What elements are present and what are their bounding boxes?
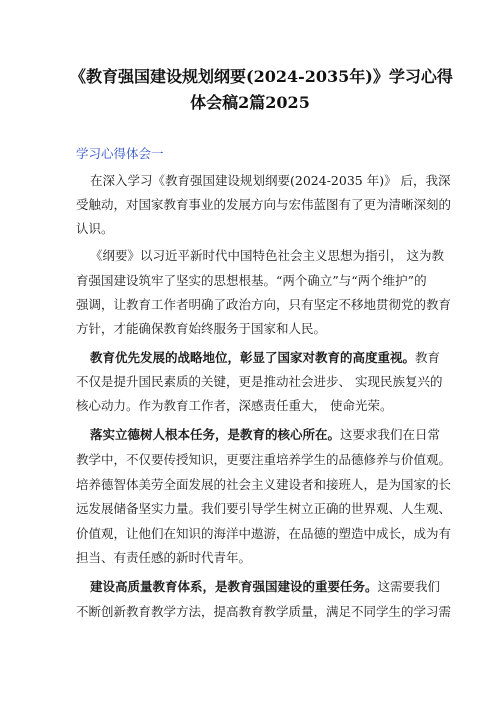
- paragraph-3-line-2: 不仅是提升国民素质的关键，更是推动社会进步、 实现民族复兴的: [76, 374, 443, 389]
- paragraph-4-line-5: 价值观，让他们在知识的海洋中遨游，在品德的塑造中成长，成为有: [76, 526, 452, 541]
- paragraph-2-line-4: 方针，才能确保教育始终服务于国家和人民。: [76, 321, 327, 336]
- document-title-line-2: 体会稿2篇2025: [190, 93, 310, 112]
- paragraph-4-line-4: 远发展储备坚实力量。我们要引导学生树立正确的世界观、人生观、: [76, 501, 452, 516]
- paragraph-3-line-1: [90, 349, 440, 367]
- paragraph-5-line-2: 不断创新教育教学方法，提高教育教学质量，满足不同学生的学习需: [76, 604, 452, 619]
- paragraph-4-bold-lead: 落实立德树人根本任务，是教育的核心所在。: [90, 427, 341, 442]
- paragraph-3-lead-rest: 教育: [415, 350, 441, 365]
- document-title-line-1: 《教育强国建设规划纲要(2024-2035年)》学习心得: [70, 67, 453, 86]
- paragraph-1-line-2: 受触动，对国家教育事业的发展方向与宏伟蓝图有了更为清晰深刻的: [76, 197, 452, 212]
- paragraph-5-line-1: [90, 578, 440, 596]
- paragraph-4-line-2: 教学中，不仅要传授知识，更要注重培养学生的品德修养与价值观。: [76, 452, 452, 467]
- paragraph-4-line-1: [90, 426, 440, 444]
- section-heading: 学习心得体会一: [76, 146, 164, 161]
- paragraph-2-line-1: 《纲要》以习近平新时代中国特色社会主义思想为指引， 这为教: [90, 248, 444, 263]
- paragraph-5-lead-rest: 这需要我们: [377, 579, 441, 594]
- paragraph-2-line-3: 强调，让教育工作者明确了政治方向，只有坚定不移地贯彻党的教育: [76, 297, 452, 312]
- paragraph-2-line-2: 育强国建设筑牢了坚实的思想根基。“两个确立”与“两个维护”的: [76, 273, 427, 288]
- paragraph-5-bold-lead: 建设高质量教育体系，是教育强国建设的重要任务。: [90, 579, 378, 594]
- paragraph-1-line-1: 在深入学习《教育强国建设规划纲要(2024-2035 年)》 后，我深: [90, 173, 451, 188]
- paragraph-3-bold-lead: 教育优先发展的战略地位，彰显了国家对教育的高度重视。: [90, 350, 416, 365]
- paragraph-4-line-6: 担当、有责任感的新时代青年。: [76, 550, 252, 565]
- paragraph-4-lead-rest: 这要求我们在日常: [340, 427, 441, 442]
- paragraph-3-line-3: 核心动力。作为教育工作者，深感责任重大， 使命光荣。: [76, 398, 393, 413]
- paragraph-1-line-3: 认识。: [76, 221, 114, 236]
- paragraph-4-line-3: 培养德智体美劳全面发展的社会主义建设者和接班人，是为国家的长: [76, 477, 452, 492]
